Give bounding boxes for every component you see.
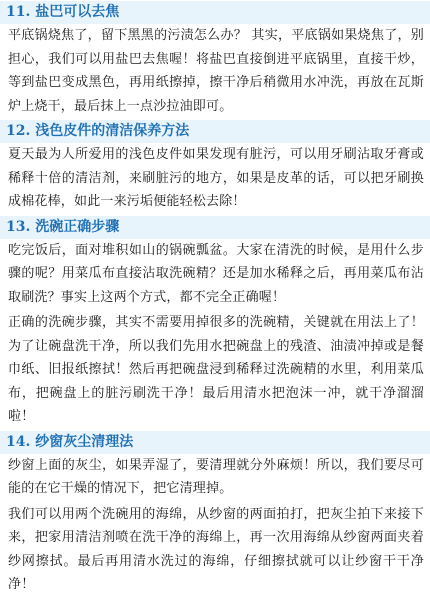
section-14-paragraph-1: 纱窗上面的灰尘，如果弄湿了，要清理就分外麻烦！所以，我们要尽可能的在它干燥的情况下，把它清理掉。: [8, 457, 424, 496]
section-title-14: 14. 纱窗灰尘清理法: [0, 431, 430, 454]
section-title-12: 12. 浅色皮件的清洁保养方法: [0, 120, 430, 143]
section-title-13: 13. 洗碗正确步骤: [0, 216, 430, 239]
section-12-paragraph-1: 夏天最为人所爱用的浅色皮件如果发现有脏污，可以用牙刷沾取牙膏或稀释十倍的清洁剂，来刷脏污的地方，如果是皮革的话，可以把牙刷换成棉花棒，如此一来污垢便能轻松去除！: [8, 147, 424, 209]
section-14-paragraph-2: 我们可以用两个洗碗用的海绵，从纱窗的两面拍打，把灰尘拍下来接下来，把家用清洁剂喷在洗干净的海绵上，再一次用海绵从纱窗两面夹着纱网擦拭。最后再用清水洗过的海绵，仔细擦拭就可以让纱窗干干净净！: [8, 506, 424, 592]
section-13-paragraph-1: 吃完饭后，面对堆积如山的锅碗瓢盆。大家在清洗的时候，是用什么步骤的呢？用菜瓜布直接沾取洗碗精？还是加水稀释之后，再用菜瓜布沾取刷洗？事实上这两个方式，都不完全正确喔！: [8, 242, 424, 305]
section-13-paragraph-2: 正确的洗碗步骤，其实不需要用掉很多的洗碗精，关键就在用法上了！为了让碗盘洗干净，所以我们先用水把碗盘上的残渣、油渍冲掉或是餐巾纸、旧报纸擦拭！然后再把碗盘浸到稀释过洗碗精的水里，利用菜瓜布，把碗盘上的脏污刷洗干净！最后用清水把泡沫一冲，就干净溜溜啦！: [8, 315, 424, 424]
section-11-paragraph-1: 平底锅烧焦了，留下黑黑的污渍怎么办？ 其实，平底锅如果烧焦了，别担心，我们可以用盐巴去焦喔！将盐巴直接倒进平底锅里，直接干炒，等到盐巴变成黑色，再用纸擦掉，擦干净后稍微用水冲洗，再放在瓦斯炉上烧干，最后抹上一点沙拉油即可。: [8, 28, 424, 114]
section-title-11: 11. 盐巴可以去焦: [0, 1, 430, 24]
